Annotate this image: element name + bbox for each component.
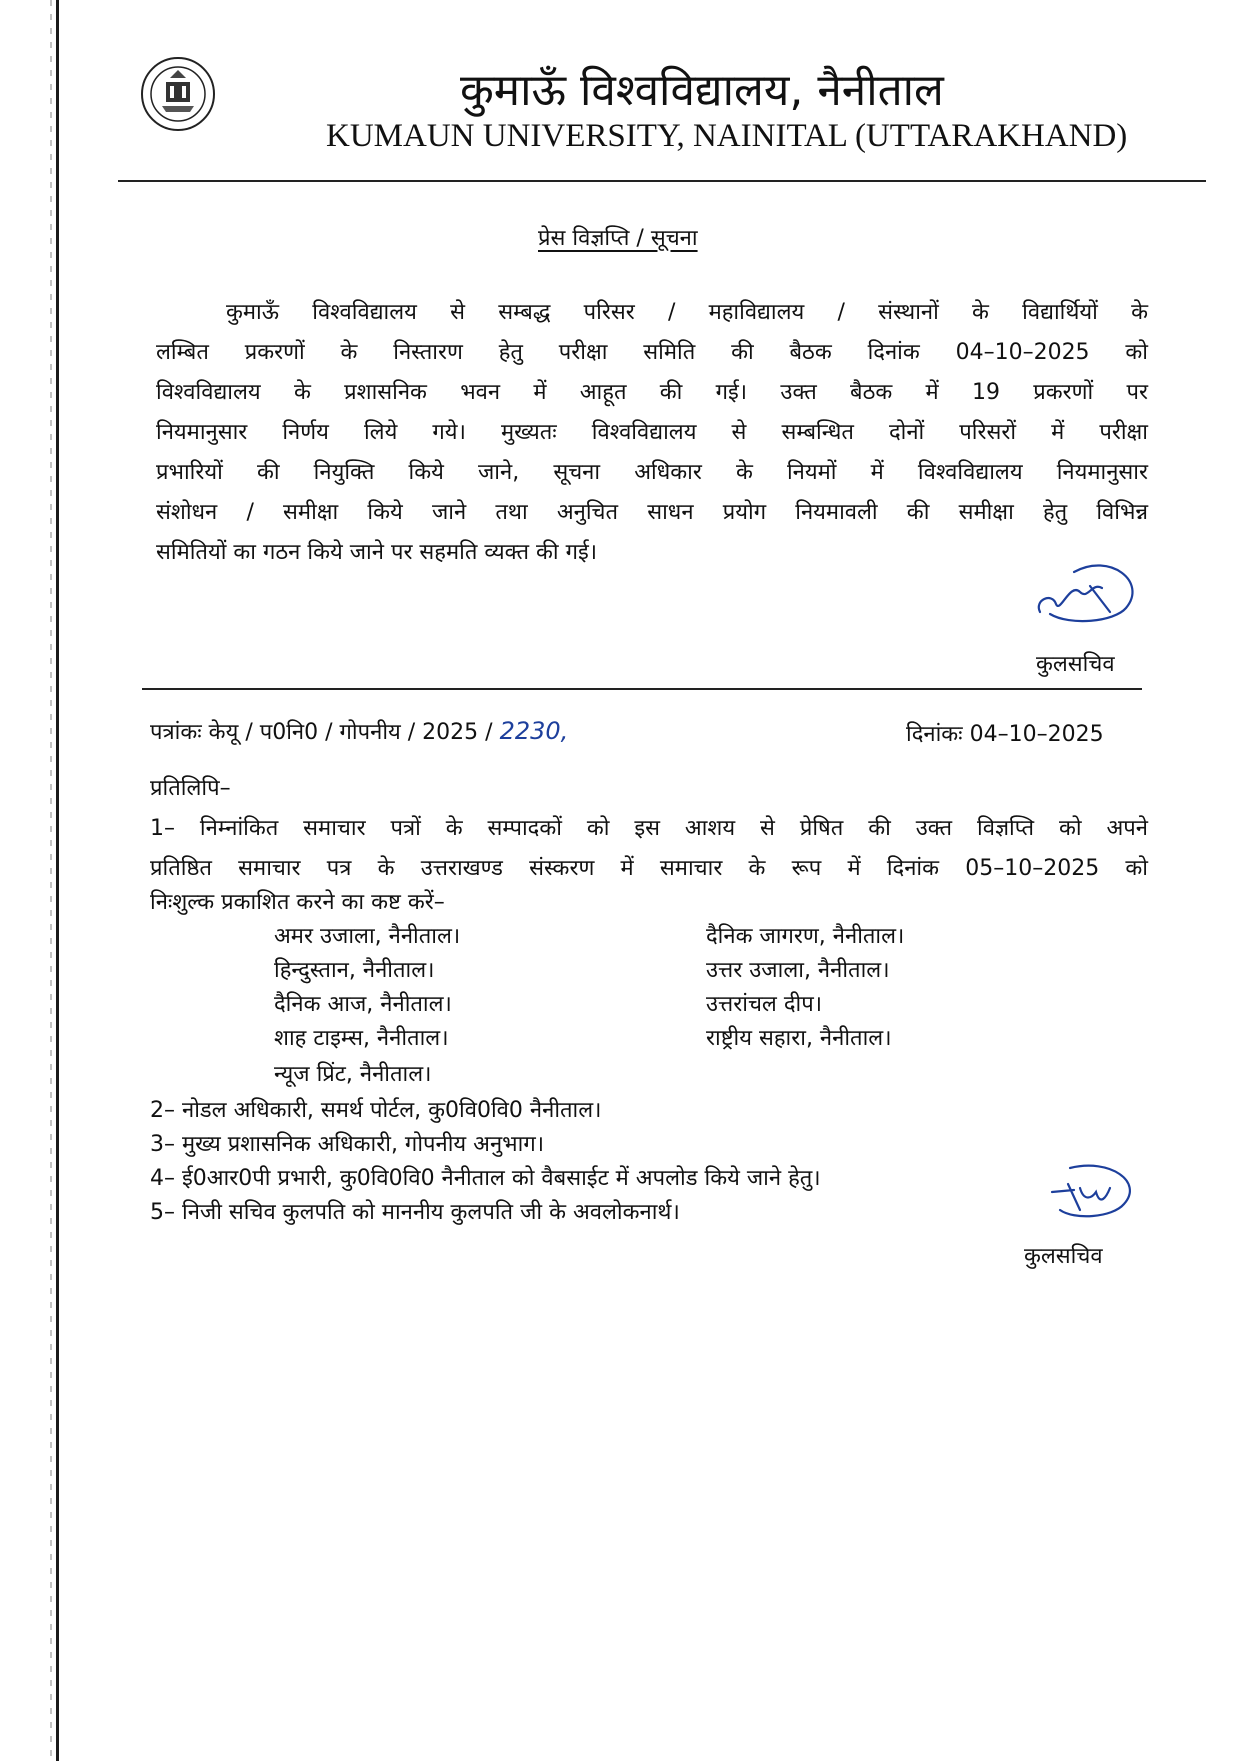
copy-item: 5– निजी सचिव कुलपति को माननीय कुलपति जी के अवलोकनार्थ। (150, 1200, 680, 1225)
notice-line: प्रभारियों की नियुक्ति किये जाने, सूचना अधिकार के नियमों में विश्वविद्यालय नियमानुसार (156, 460, 1148, 485)
copy-signatory: कुलसचिव (1024, 1244, 1103, 1269)
newspaper-left: शाह टाइम्स, नैनीताल। (274, 1026, 449, 1051)
copy-item: 3– मुख्य प्रशासनिक अधिकारी, गोपनीय अनुभाग। (150, 1132, 545, 1157)
registrar-signature (1030, 552, 1150, 636)
newspaper-left: अमर उजाला, नैनीताल। (274, 924, 461, 949)
copy-item: 4– ई0आर0पी प्रभारी, कु0वि0वि0 नैनीताल को वैबसाईट में अपलोड किये जाने हेतु। (150, 1166, 821, 1191)
scan-binding-edge (56, 0, 59, 1761)
newspaper-right: उत्तर उजाला, नैनीताल। (706, 958, 890, 983)
scan-edge-shadow (50, 0, 52, 1761)
copy-item-1-line: निःशुल्क प्रकाशित करने का कष्ट करें– (150, 890, 445, 915)
notice-line: समितियों का गठन किये जाने पर सहमति व्यक्त की गई। (156, 540, 598, 565)
copy-item-1-line: 1– निम्नांकित समाचार पत्रों के सम्पादकों को इस आशय से प्रेषित की उक्त विज्ञप्ति को अपने (150, 816, 1148, 841)
newspaper-right: दैनिक जागरण, नैनीताल। (706, 924, 905, 949)
copy-item: 2– नोडल अधिकारी, समर्थ पोर्टल, कु0वि0वि0 नैनीताल। (150, 1098, 602, 1123)
copy-label: प्रतिलिपि– (150, 776, 231, 801)
newspaper-right: राष्ट्रीय सहारा, नैनीताल। (706, 1026, 892, 1051)
letter-number (150, 716, 568, 746)
university-name-english: KUMAUN UNIVERSITY, NAINITAL (UTTARAKHAND) (326, 118, 1128, 154)
registrar-signature-copy (1040, 1158, 1140, 1232)
notice-signatory: कुलसचिव (1036, 652, 1115, 677)
header-divider (118, 180, 1206, 182)
notice-line: संशोधन / समीक्षा किये जाने तथा अनुचित साधन प्रयोग नियमावली की समीक्षा हेतु विभिन्न (156, 500, 1148, 525)
university-name-hindi: कुमाऊँ विश्वविद्यालय, नैनीताल (460, 65, 944, 116)
letter-number-handwritten: 2230, (499, 717, 569, 745)
notice-heading: प्रेस विज्ञप्ति / सूचना (538, 226, 698, 251)
section-divider (142, 688, 1142, 690)
letter-number-label: पत्रांकः केयू / प0नि0 / गोपनीय / 2025 / (150, 720, 493, 745)
notice-line: कुमाऊँ विश्वविद्यालय से सम्बद्ध परिसर / महाविद्यालय / संस्थानों के विद्यार्थियों के (226, 300, 1148, 325)
notice-line: लम्बित प्रकरणों के निस्तारण हेतु परीक्षा समिति की बैठक दिनांक 04–10–2025 को (156, 340, 1148, 365)
notice-line: नियमानुसार निर्णय लिये गये। मुख्यतः विश्वविद्यालय से सम्बन्धित दोनों परिसरों में परीक्षा (156, 420, 1148, 445)
newspaper-left: हिन्दुस्तान, नैनीताल। (274, 958, 435, 983)
newspaper-left: न्यूज प्रिंट, नैनीताल। (274, 1062, 432, 1087)
newspaper-left: दैनिक आज, नैनीताल। (274, 992, 452, 1017)
university-seal-logo (140, 56, 216, 132)
letter-date: दिनांकः 04–10–2025 (906, 722, 1104, 747)
copy-item-1-line: प्रतिष्ठित समाचार पत्र के उत्तराखण्ड संस्करण में समाचार के रूप में दिनांक 05–10–2025 को (150, 856, 1148, 881)
newspaper-right: उत्तरांचल दीप। (706, 992, 823, 1017)
notice-line: विश्वविद्यालय के प्रशासनिक भवन में आहूत की गई। उक्त बैठक में 19 प्रकरणों पर (156, 380, 1148, 405)
